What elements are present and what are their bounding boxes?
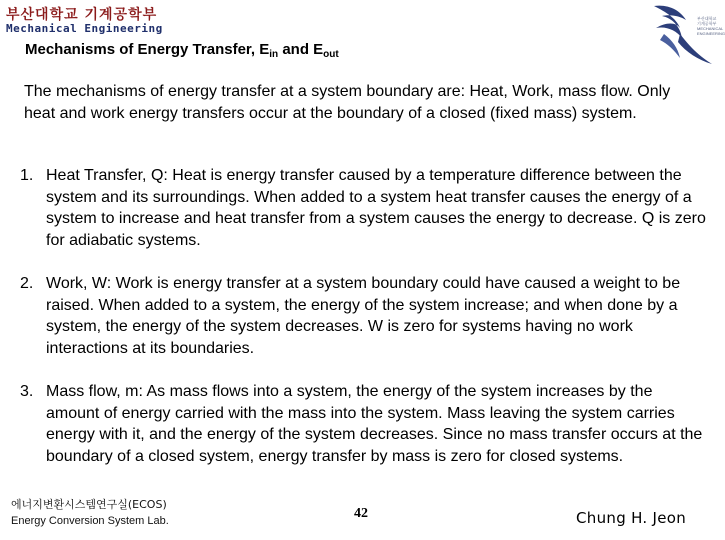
page-number: 42	[354, 506, 368, 521]
department-name-english: Mechanical Engineering	[6, 22, 163, 35]
list-item	[20, 165, 710, 251]
logo-caption: 부산대학교 기계공학부 MECHANICAL ENGINEERING	[697, 16, 725, 36]
list-item-text: Heat Transfer, Q: Heat is energy transfer caused by a temperature difference between the system and its surroundings. When added to a system heat transfer causes the energy of a system to increase and heat transfer from a system causes the energy to decrease. Q is zero for adiabatic systems.	[46, 167, 706, 249]
intro-paragraph: The mechanisms of energy transfer at a system boundary are: Heat, Work, mass flow. Only heat and work energy transfers occur at the boundary of a closed (fixed mass) system.	[24, 83, 671, 122]
list-item-text: Work, W: Work is energy transfer at a system boundary could have caused a weight to be raised. When added to a system, the energy of the system increase; and when done by a system, the energy of the system decreases. W is zero for systems having no work interactions at its boundaries.	[46, 275, 681, 357]
list-item-number: 3.	[20, 383, 34, 400]
lab-name-korean: 에너지변환시스템연구실(ECOS)	[11, 498, 167, 511]
list-item-number: 1.	[20, 167, 34, 184]
lab-name-english: Energy Conversion System Lab.	[11, 515, 169, 527]
list-item	[20, 381, 710, 467]
author-name: Chung H. Jeon	[576, 509, 687, 527]
list-item-text: Mass flow, m: As mass flows into a system, the energy of the system increases by the amount of energy carried with the mass into the system. Mass leaving the system carries energy with it, and the energy of the system decreases. Since no mass transfer occurs at the boundary of a closed system, energy transfer by mass is zero for closed systems.	[46, 383, 703, 465]
page-title: Mechanisms of Energy Transfer, $E_{in}$ and $E_{out}$	[25, 41, 339, 60]
list-item-number: 2.	[20, 275, 34, 292]
department-name-korean: 부산대학교 기계공학부	[6, 7, 158, 23]
list-item	[20, 273, 710, 359]
